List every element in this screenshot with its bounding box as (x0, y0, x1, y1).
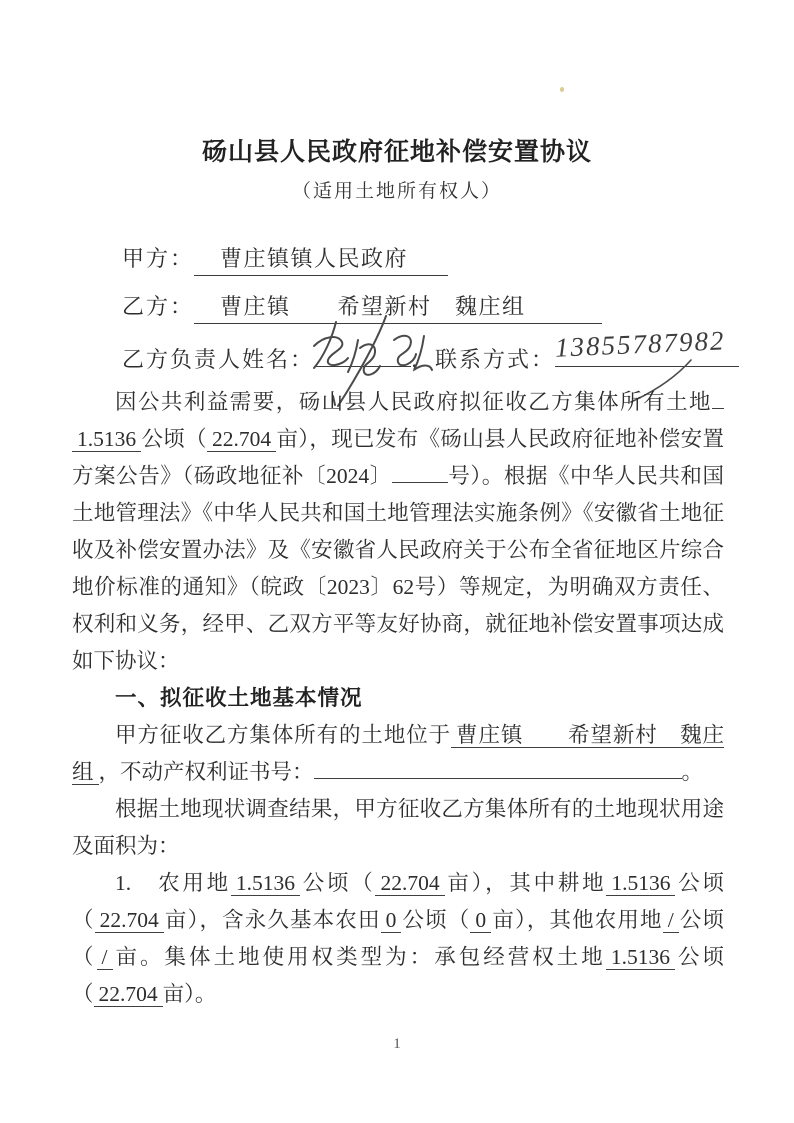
party-b-label: 乙方： (122, 294, 195, 319)
party-a-label: 甲方： (122, 246, 195, 271)
location-text-1: 甲方征收乙方集体所有的土地位于 (115, 723, 452, 747)
party-b-value-field: 曹庄镇 希望新村 魏庄组 (194, 290, 602, 324)
field-farmland-ha: 1.5136 (231, 871, 300, 896)
intro-text-4: 号）。根据《中华人民共和国土地管理法》《中华人民共和国土地管理法实施条例》《安徽省土地征收及补偿安置办法》及《安徽省人民政府关于公布全省征地区片综合地价标准的通知》（皖政〔2023〕62号）等规定，为明确双方责任、权利和义务，经甲、乙双方平等友好协商，就征地补偿安置事项达成如下协议： (72, 464, 724, 673)
field-basic-farmland-mu: 0 (470, 908, 491, 933)
section1-heading: 一、拟征收土地基本情况 (115, 686, 363, 710)
item1-text-8: 公顷（ (72, 908, 724, 969)
blank-short-underscore (712, 385, 724, 409)
field-area-mu: 22.704 (207, 427, 276, 452)
field-contract-right-mu: 22.704 (94, 982, 163, 1007)
scan-speck (560, 87, 564, 92)
survey-paragraph: 根据土地现状调查结果，甲方征收乙方集体所有的土地现状用途及面积为： (72, 797, 724, 858)
item1-text-5: 亩），含永久基本农田 (163, 908, 381, 932)
contact-phone-field (554, 325, 739, 367)
item1-text-11: 亩）。 (162, 982, 217, 1006)
document-body (72, 384, 724, 1013)
party-a-value-field: 曹庄镇镇人民政府 (194, 242, 448, 276)
intro-text-2: 公顷（ (141, 427, 207, 451)
field-land-location: 曹庄镇 希望新村 魏庄组 (72, 723, 724, 784)
rep-name-label: 乙方负责人姓名： (122, 347, 315, 372)
location-paragraph (72, 717, 724, 791)
item1-text-7: 亩），其他农用地 (491, 908, 663, 932)
intro-text-1: 因公共利益需要，砀山县人民政府拟征收乙方集体所有土地 (115, 390, 712, 414)
field-area-hectares: 1.5136 (72, 427, 141, 452)
page-number: 1 (393, 1036, 401, 1052)
page-subtitle: （适用土地所有权人） (291, 181, 502, 202)
intro-text-3: 亩），现已发布《砀山县人民政府征地补偿安置方案公告》（砀政地征补〔2024〕 (72, 427, 724, 488)
parties-block (122, 242, 739, 388)
blank-certificate-number (314, 755, 682, 779)
item1-text-2: 公顷（ (299, 871, 376, 895)
location-text-3: 。 (681, 760, 704, 784)
field-farmland-mu: 22.704 (375, 871, 444, 896)
contact-label: ，联系方式： (411, 347, 556, 372)
page-title: 砀山县人民政府征地补偿安置协议 (201, 138, 592, 166)
intro-paragraph (72, 384, 724, 680)
item1-text-1: 1. 农用地 (115, 871, 231, 895)
item1-text-4: 公顷（ (72, 871, 724, 932)
item1-farmland-paragraph (72, 865, 724, 1013)
field-other-farmland-mu: / (97, 945, 113, 970)
field-cultivated-ha: 1.5136 (606, 871, 675, 896)
handwritten-phone-number: 13855787982 (554, 325, 727, 363)
blank-doc-number (392, 459, 448, 483)
field-other-farmland-ha: / (663, 908, 679, 933)
party-a-row (122, 242, 739, 276)
field-contract-right-ha: 1.5136 (606, 945, 675, 970)
item1-text-10: 公顷（ (72, 945, 724, 1006)
item1-text-9: 亩。集体土地使用权类型为：承包经营权土地 (112, 945, 606, 969)
representative-row (122, 325, 739, 374)
item1-text-6: 公顷（ (401, 908, 471, 932)
rep-signature-field (314, 338, 411, 367)
field-basic-farmland-ha: 0 (381, 908, 402, 933)
location-text-2: ，不动产权利证书号： (98, 760, 314, 784)
item1-text-3: 亩），其中耕地 (444, 871, 607, 895)
field-cultivated-mu: 22.704 (95, 908, 164, 933)
